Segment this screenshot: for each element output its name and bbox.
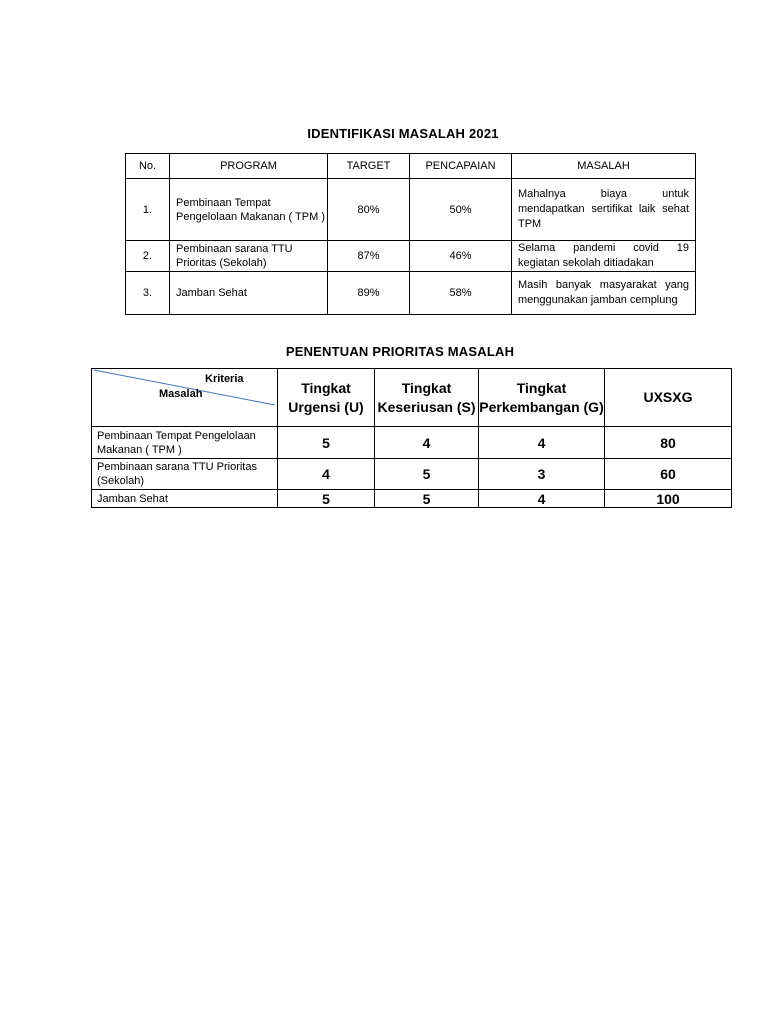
cell-pencapaian: 58% <box>410 272 512 315</box>
cell-program: Pembinaan Tempat Pengelolaan Makanan ( TPM ) <box>170 179 328 241</box>
header-target: TARGET <box>328 154 410 179</box>
header-urgensi: Tingkat Urgensi (U) <box>278 369 375 427</box>
cell-masalah-name: Pembinaan sarana TTU Prioritas (Sekolah) <box>92 459 278 490</box>
identifikasi-title: IDENTIFIKASI MASALAH 2021 <box>307 126 499 141</box>
cell-s: 5 <box>375 490 479 508</box>
cell-target: 80% <box>328 179 410 241</box>
cell-masalah: Selama pandemi covid 19 kegiatan sekolah ditiadakan <box>512 241 696 272</box>
table-header-row <box>92 369 732 427</box>
cell-g: 3 <box>479 459 605 490</box>
cell-s: 4 <box>375 427 479 459</box>
corner-header-cell <box>92 369 278 427</box>
cell-target: 89% <box>328 272 410 315</box>
cell-pencapaian: 50% <box>410 179 512 241</box>
cell-total: 80 <box>605 427 732 459</box>
cell-total: 100 <box>605 490 732 508</box>
table-header-row <box>126 154 696 179</box>
corner-masalah-label: Masalah <box>159 388 203 400</box>
header-pencapaian: PENCAPAIAN <box>410 154 512 179</box>
prioritas-title: PENENTUAN PRIORITAS MASALAH <box>285 344 515 359</box>
cell-s: 5 <box>375 459 479 490</box>
cell-masalah-name: Jamban Sehat <box>92 490 278 508</box>
header-keseriusan: Tingkat Keseriusan (S) <box>375 369 479 427</box>
cell-program: Jamban Sehat <box>170 272 328 315</box>
cell-target: 87% <box>328 241 410 272</box>
cell-masalah-name: Pembinaan Tempat Pengelolaan Makanan ( TPM ) <box>92 427 278 459</box>
cell-masalah: Mahalnya biaya untuk mendapatkan sertifikat laik sehat TPM <box>512 179 696 241</box>
cell-u: 5 <box>278 490 375 508</box>
table-row <box>126 272 696 315</box>
header-masalah: MASALAH <box>512 154 696 179</box>
table-row <box>92 427 732 459</box>
table-row <box>92 490 732 508</box>
cell-program: Pembinaan sarana TTU Prioritas (Sekolah) <box>170 241 328 272</box>
cell-pencapaian: 46% <box>410 241 512 272</box>
prioritas-table <box>91 368 732 508</box>
cell-masalah: Masih banyak masyarakat yang menggunakan jamban cemplung <box>512 272 696 315</box>
cell-g: 4 <box>479 490 605 508</box>
header-uxsxg: UXSXG <box>605 369 732 427</box>
table-row <box>92 459 732 490</box>
table-row <box>126 179 696 241</box>
cell-u: 5 <box>278 427 375 459</box>
identifikasi-table <box>125 153 696 315</box>
header-perkembangan: Tingkat Perkembangan (G) <box>479 369 605 427</box>
cell-no: 3. <box>126 272 170 315</box>
cell-u: 4 <box>278 459 375 490</box>
corner-kriteria-label: Kriteria <box>205 373 244 385</box>
cell-no: 2. <box>126 241 170 272</box>
cell-total: 60 <box>605 459 732 490</box>
cell-no: 1. <box>126 179 170 241</box>
header-program: PROGRAM <box>170 154 328 179</box>
header-no: No. <box>126 154 170 179</box>
table-row <box>126 241 696 272</box>
cell-g: 4 <box>479 427 605 459</box>
